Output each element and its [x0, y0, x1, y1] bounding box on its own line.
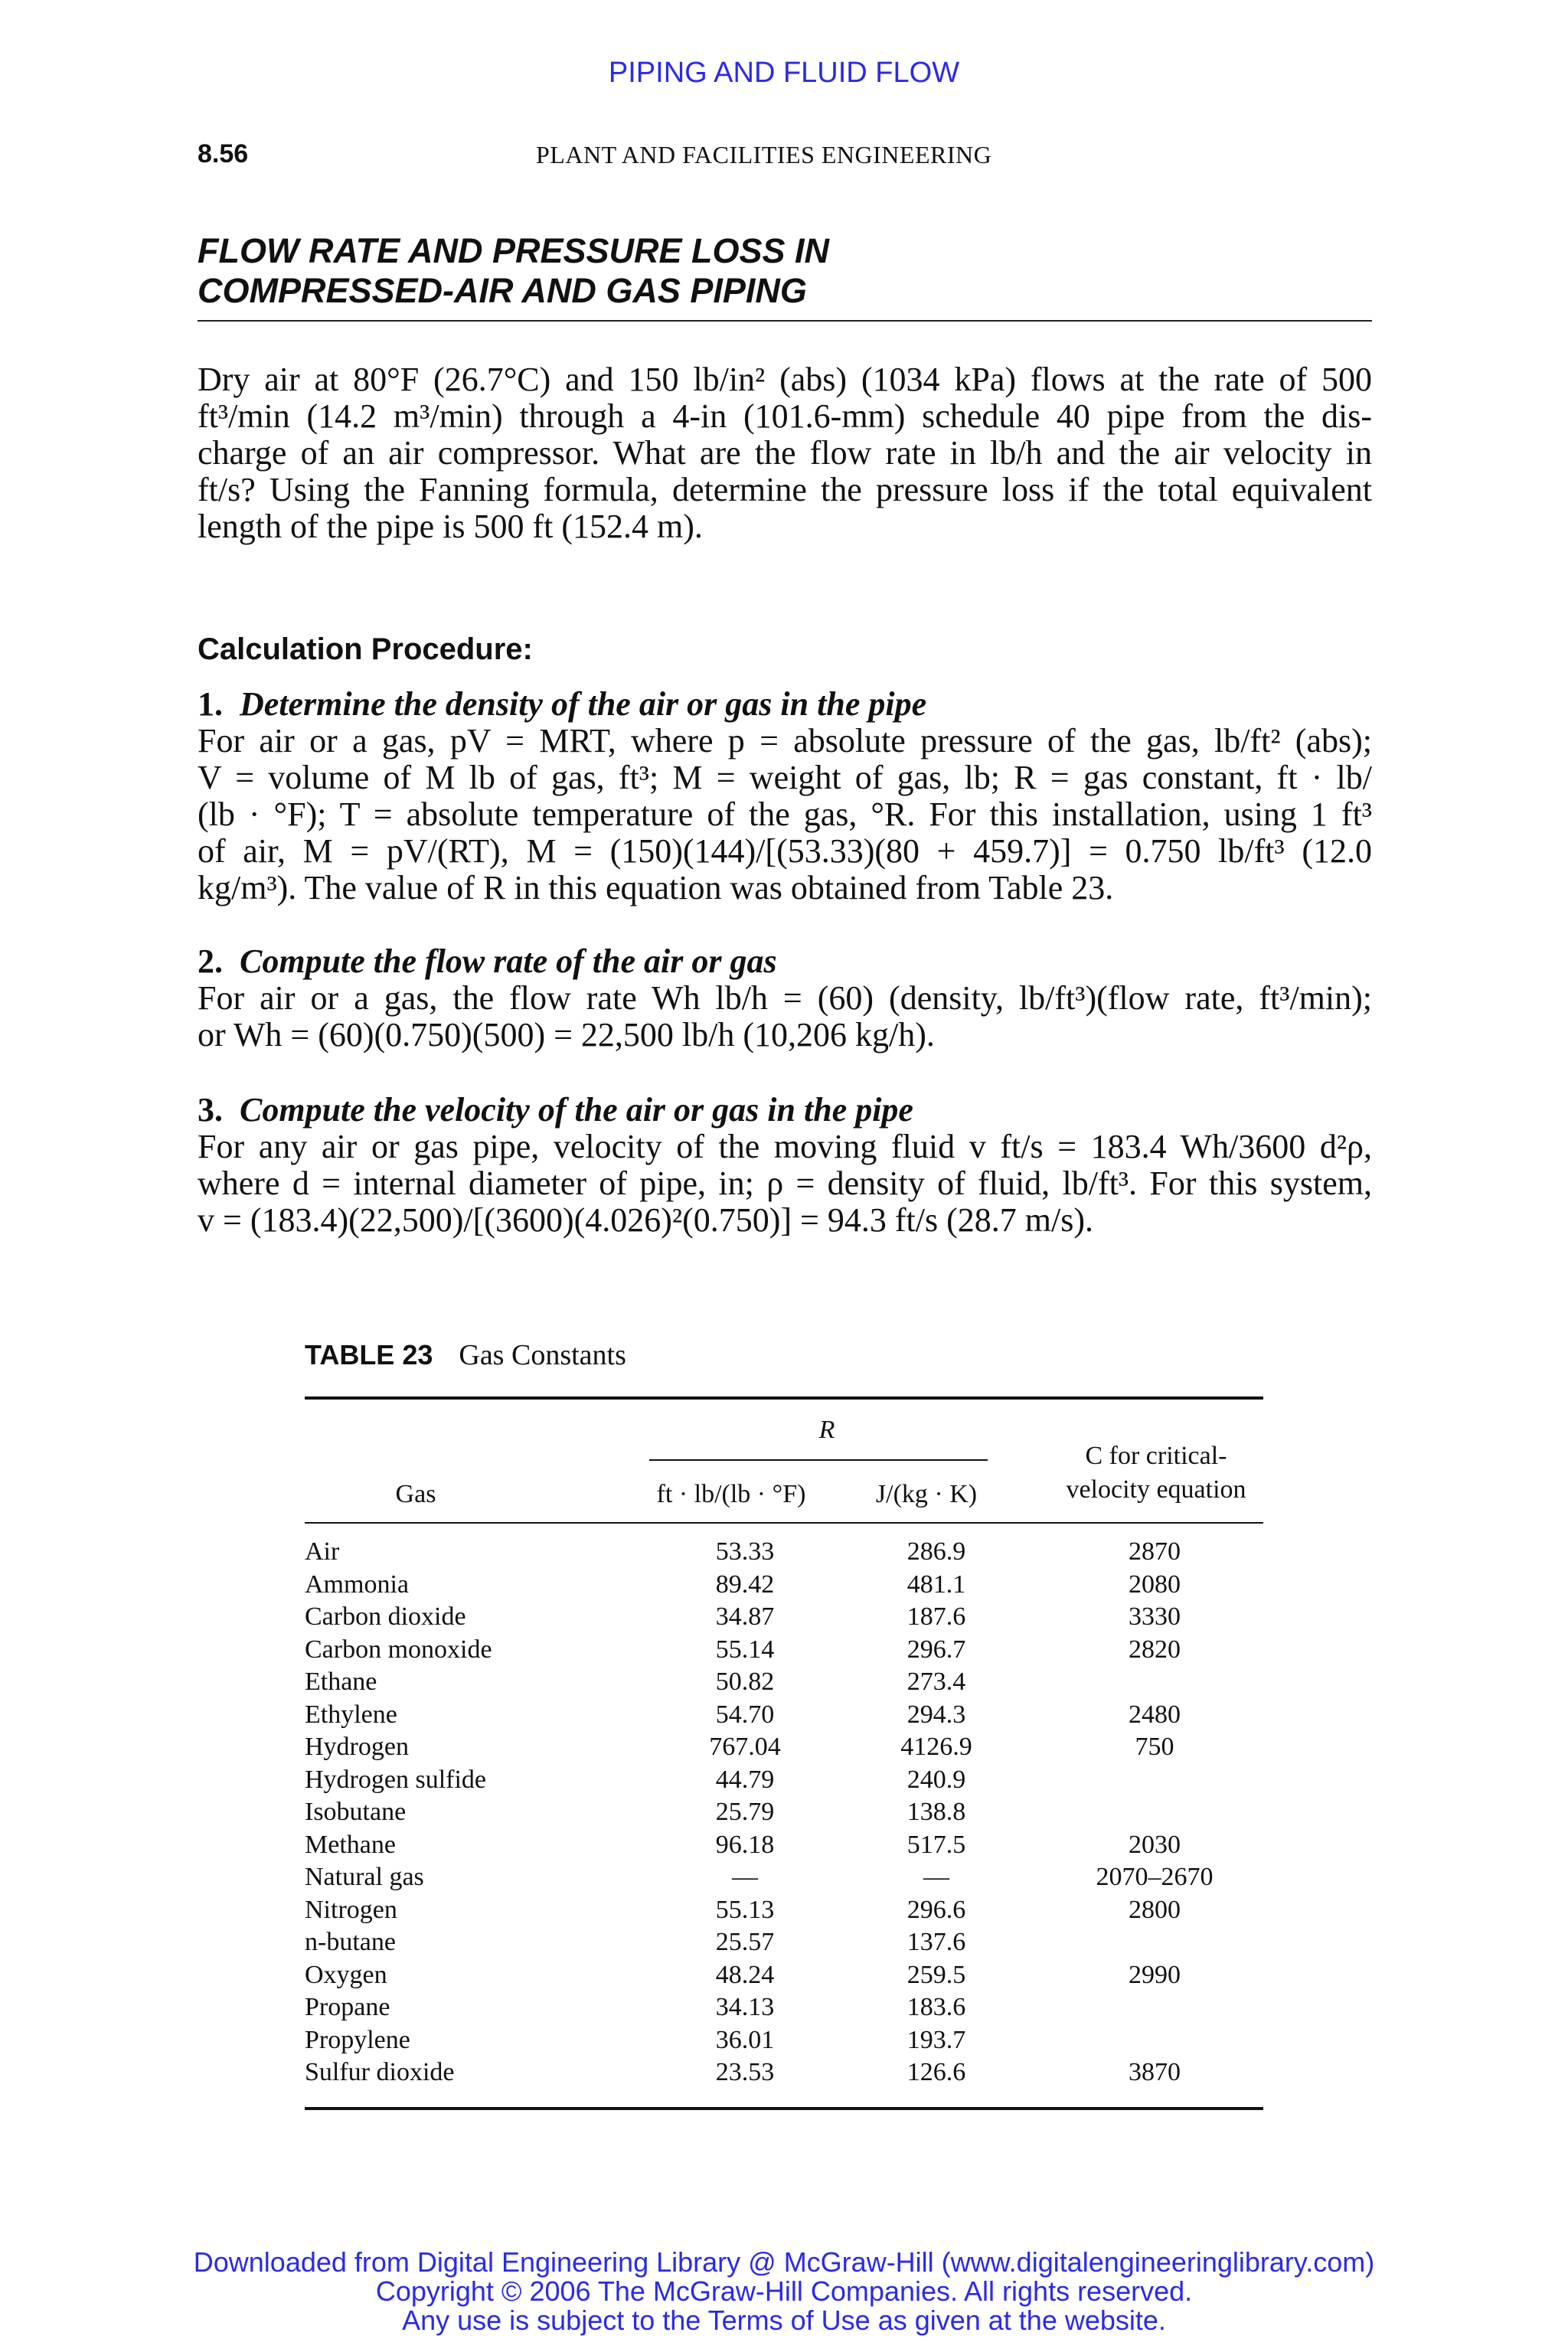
cell-gas: Isobutane	[305, 1798, 407, 1826]
table-row	[305, 1766, 1263, 1798]
table-header-r-si: J/(kg · K)	[875, 1480, 978, 1508]
cell-gas: n-butane	[305, 1928, 396, 1956]
cell-c: 2800	[1129, 1895, 1181, 1924]
step-title: Compute the flow rate of the air or gas	[240, 942, 777, 980]
cell-gas: Air	[305, 1537, 340, 1566]
step-line: of air, M = pV/(RT), M = (150)(144)/[(53.33)(80 + 459.7)] = 0.750 lb/ft³ (12.0	[198, 832, 1372, 870]
cell-gas: Natural gas	[305, 1863, 424, 1891]
cell-c: 2080	[1129, 1570, 1181, 1599]
step-2-body	[198, 980, 1372, 1054]
cell-r-si: 259.5	[906, 1960, 966, 1989]
cell-r-english: 96.18	[715, 1830, 775, 1859]
table-header-rule	[305, 1522, 1263, 1524]
cell-c: 2030	[1129, 1830, 1181, 1859]
cell-r-english: 34.87	[715, 1602, 775, 1631]
cell-c: 3330	[1129, 1602, 1181, 1631]
table-row	[305, 2026, 1263, 2059]
step-line: kg/m³). The value of R in this equation was obtained from Table 23.	[198, 869, 1114, 906]
section-title	[198, 231, 1377, 311]
table-row	[305, 1700, 1263, 1733]
table-header-r-english: ft · lb/(lb · °F)	[656, 1480, 806, 1508]
cell-r-si: 273.4	[906, 1668, 966, 1696]
footer-download-line[interactable]: Downloaded from Digital Engineering Library @ McGraw-Hill (www.digitalengineeringlibrary.com)	[193, 2246, 1375, 2278]
table-row	[305, 1602, 1263, 1635]
cell-r-english: 55.14	[715, 1635, 775, 1664]
step-2-heading	[198, 943, 777, 980]
cell-r-si: 294.3	[906, 1700, 966, 1729]
table-row	[305, 1798, 1263, 1831]
cell-r-english: 767.04	[709, 1733, 781, 1761]
table-row	[305, 1733, 1263, 1766]
cell-gas: Nitrogen	[305, 1895, 397, 1924]
running-head: PIPING AND FLUID FLOW	[608, 57, 960, 89]
cell-r-si: 4126.9	[900, 1733, 972, 1761]
cell-r-si: 193.7	[906, 2025, 966, 2054]
cell-c: 2870	[1129, 1537, 1181, 1566]
table-header-c-line2: velocity equation	[1066, 1475, 1246, 1504]
book-title: PLANT AND FACILITIES ENGINEERING	[536, 141, 992, 168]
cell-r-english: 25.57	[715, 1928, 775, 1956]
table-row	[305, 1831, 1263, 1864]
problem-line: ft/s? Using the Fanning formula, determine the pressure loss if the total equivalent	[198, 471, 1372, 508]
cell-gas: Sulfur dioxide	[305, 2058, 455, 2086]
table-group-rule	[649, 1459, 988, 1461]
step-title: Compute the velocity of the air or gas in the pipe	[240, 1091, 913, 1129]
step-line: (lb · °F); T = absolute temperature of the gas, °R. For this installation, using 1 ft³	[198, 795, 1372, 833]
table-row	[305, 1961, 1263, 1994]
cell-gas: Methane	[305, 1830, 396, 1859]
table-row	[305, 2058, 1263, 2091]
table-row	[305, 1668, 1263, 1700]
cell-r-si: 183.6	[906, 1993, 966, 2021]
cell-r-english: —	[732, 1863, 758, 1891]
problem-line: ft³/min (14.2 m³/min) through a 4-in (101.6-mm) schedule 40 pipe from the dis-	[198, 397, 1372, 435]
cell-gas: Ethylene	[305, 1700, 397, 1729]
table-row	[305, 1993, 1263, 2026]
cell-r-english: 34.13	[715, 1993, 775, 2021]
table-row	[305, 1570, 1263, 1603]
cell-gas: Carbon monoxide	[305, 1635, 492, 1664]
cell-c: 2820	[1129, 1635, 1181, 1664]
table-top-rule	[305, 1396, 1263, 1400]
cell-c: 3870	[1129, 2058, 1181, 2086]
cell-r-english: 44.79	[715, 1765, 775, 1794]
cell-gas: Carbon dioxide	[305, 1602, 466, 1631]
cell-r-english: 48.24	[715, 1960, 775, 1989]
problem-line: Dry air at 80°F (26.7°C) and 150 lb/in² (abs) (1034 kPa) flows at the rate of 500	[198, 361, 1372, 398]
cell-gas: Propylene	[305, 2025, 410, 2054]
cell-r-english: 36.01	[715, 2025, 775, 2054]
cell-c: 2990	[1129, 1960, 1181, 1989]
cell-r-english: 23.53	[715, 2058, 775, 2086]
cell-c: 2070–2670	[1096, 1863, 1214, 1891]
section-title-line1: FLOW RATE AND PRESSURE LOSS IN	[198, 231, 830, 270]
step-3-heading	[198, 1092, 913, 1129]
table-caption	[305, 1338, 626, 1372]
cell-r-si: 517.5	[906, 1830, 966, 1859]
cell-r-si: 286.9	[906, 1537, 966, 1566]
table-caption-text: Gas Constants	[459, 1339, 626, 1371]
cell-r-english: 54.70	[715, 1700, 775, 1729]
cell-r-si: 296.7	[906, 1635, 966, 1664]
cell-c: 750	[1135, 1733, 1174, 1761]
cell-r-si: 137.6	[906, 1928, 966, 1956]
procedure-heading: Calculation Procedure:	[198, 632, 533, 666]
step-3-body	[198, 1129, 1372, 1239]
step-number: 2.	[198, 942, 223, 980]
step-1-heading	[198, 686, 926, 723]
table-bottom-rule	[305, 2107, 1263, 2110]
table-header-c-line1: C for critical-	[1085, 1442, 1227, 1470]
step-line: For air or a gas, the flow rate Wh lb/h = (60) (density, lb/ft³)(flow rate, ft³/min);	[198, 979, 1372, 1017]
cell-r-english: 53.33	[715, 1537, 775, 1566]
step-line: For any air or gas pipe, velocity of the moving fluid v ft/s = 183.4 Wh/3600 d²ρ,	[198, 1128, 1372, 1165]
step-line: For air or a gas, pV = MRT, where p = absolute pressure of the gas, lb/ft² (abs);	[198, 722, 1372, 760]
cell-r-si: 240.9	[906, 1765, 966, 1794]
footer-copyright-line: Copyright © 2006 The McGraw-Hill Companies. All rights reserved.	[375, 2275, 1193, 2307]
table-group-header-r: R	[818, 1416, 835, 1444]
step-number: 1.	[198, 685, 223, 723]
section-title-line2: COMPRESSED-AIR AND GAS PIPING	[198, 271, 807, 310]
footer-terms-line[interactable]: Any use is subject to the Terms of Use as given at the website.	[402, 2305, 1166, 2336]
cell-r-english: 89.42	[715, 1570, 775, 1599]
title-rule	[198, 320, 1372, 322]
cell-r-si: 481.1	[906, 1570, 966, 1599]
problem-line: charge of an air compressor. What are the flow rate in lb/h and the air velocity in	[198, 434, 1372, 472]
step-line: V = volume of M lb of gas, ft³; M = weight of gas, lb; R = gas constant, ft · lb/	[198, 759, 1372, 796]
table-row	[305, 1635, 1263, 1668]
step-number: 3.	[198, 1091, 223, 1129]
cell-r-english: 55.13	[715, 1895, 775, 1924]
cell-r-si: 126.6	[906, 2058, 966, 2086]
cell-gas: Hydrogen sulfide	[305, 1765, 487, 1794]
step-line: v = (183.4)(22,500)/[(3600)(4.026)²(0.750)] = 94.3 ft/s (28.7 m/s).	[198, 1201, 1093, 1239]
step-title: Determine the density of the air or gas in the pipe	[240, 685, 927, 723]
cell-gas: Oxygen	[305, 1960, 387, 1989]
problem-line: length of the pipe is 500 ft (152.4 m).	[198, 508, 703, 545]
step-1-body	[198, 723, 1372, 906]
table-row	[305, 1537, 1263, 1570]
cell-r-si: 138.8	[906, 1798, 966, 1826]
table-row	[305, 1896, 1263, 1929]
cell-gas: Propane	[305, 1993, 390, 2021]
table-header-c	[1049, 1439, 1263, 1507]
step-line: where d = internal diameter of pipe, in; ρ = density of fluid, lb/ft³. For this system,	[198, 1165, 1372, 1202]
cell-gas: Hydrogen	[305, 1733, 409, 1761]
cell-r-english: 25.79	[715, 1798, 775, 1826]
page-number: 8.56	[198, 139, 249, 168]
table-label: TABLE 23	[305, 1339, 433, 1370]
cell-gas: Ethane	[305, 1668, 377, 1696]
cell-r-si: 296.6	[906, 1895, 966, 1924]
cell-r-si: —	[923, 1863, 949, 1891]
cell-gas: Ammonia	[305, 1570, 409, 1599]
cell-r-english: 50.82	[715, 1668, 775, 1696]
table-row	[305, 1863, 1263, 1896]
table-header-gas: Gas	[395, 1480, 436, 1508]
problem-statement	[198, 361, 1372, 545]
table-row	[305, 1928, 1263, 1961]
step-line: or Wh = (60)(0.750)(500) = 22,500 lb/h (10,206 kg/h).	[198, 1016, 935, 1054]
cell-c: 2480	[1129, 1700, 1181, 1729]
cell-r-si: 187.6	[906, 1602, 966, 1631]
